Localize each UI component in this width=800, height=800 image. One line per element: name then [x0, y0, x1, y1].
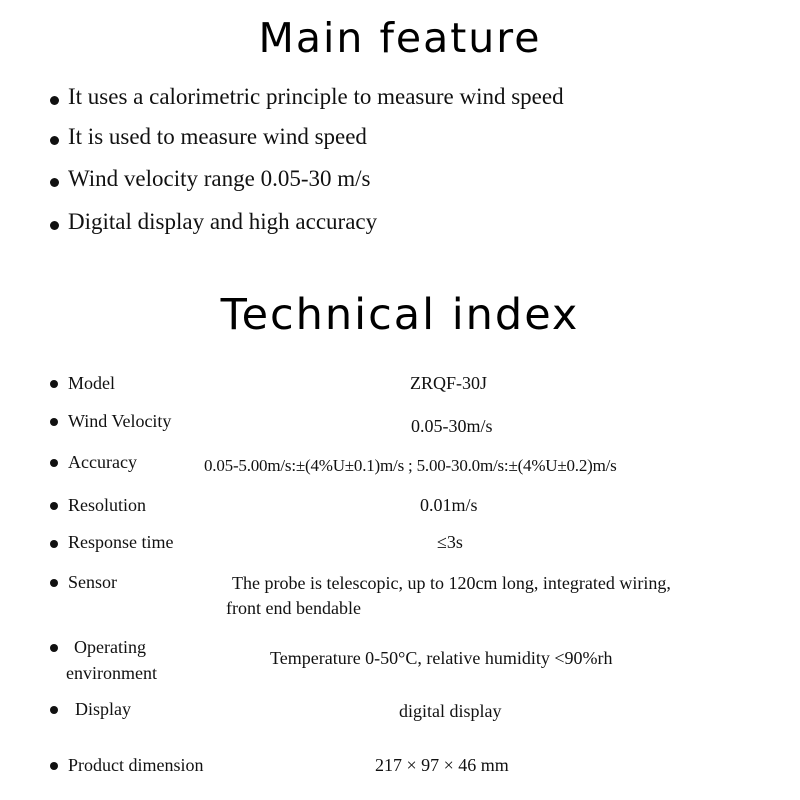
bullet-icon	[50, 136, 59, 145]
spec-value-sensor-line1: The probe is telescopic, up to 120cm long, integrated wiring,	[232, 573, 671, 593]
feature-item-text: It uses a calorimetric principle to measure wind speed	[68, 84, 564, 109]
bullet-icon	[50, 762, 58, 770]
bullet-icon	[50, 706, 58, 714]
spec-label-wind-velocity: Wind Velocity	[68, 411, 172, 431]
feature-item-text: Wind velocity range 0.05-30 m/s	[68, 166, 371, 191]
spec-label-product-dimension: Product dimension	[68, 755, 204, 775]
bullet-icon	[50, 178, 59, 187]
main-feature-title: Main feature	[258, 14, 542, 62]
spec-label-model: Model	[68, 373, 115, 393]
spec-label-sensor: Sensor	[68, 572, 117, 592]
spec-label-operating-line2: environment	[66, 663, 157, 683]
spec-value-resolution: 0.01m/s	[420, 495, 478, 515]
spec-label-response-time: Response time	[68, 532, 174, 552]
spec-value-operating-environment: Temperature 0-50°C, relative humidity <90%rh	[270, 648, 613, 668]
bullet-icon	[50, 380, 58, 388]
bullet-icon	[50, 221, 59, 230]
spec-value-response-time: ≤3s	[437, 532, 463, 552]
spec-value-accuracy: 0.05-5.00m/s:±(4%U±0.1)m/s ; 5.00-30.0m/s:±(4%U±0.2)m/s	[204, 456, 617, 475]
bullet-icon	[50, 644, 58, 652]
spec-value-product-dimension: 217 × 97 × 46 mm	[375, 755, 509, 775]
bullet-icon	[50, 96, 59, 105]
spec-label-resolution: Resolution	[68, 495, 147, 515]
spec-label-accuracy: Accuracy	[68, 452, 137, 472]
spec-value-sensor-line2: front end bendable	[226, 598, 361, 618]
feature-item-text: Digital display and high accuracy	[68, 209, 378, 234]
feature-item-text: It is used to measure wind speed	[68, 124, 367, 149]
bullet-icon	[50, 418, 58, 426]
spec-value-wind-velocity: 0.05-30m/s	[411, 416, 493, 436]
bullet-icon	[50, 459, 58, 467]
technical-index-title: Technical index	[220, 290, 580, 340]
bullet-icon	[50, 502, 58, 510]
bullet-icon	[50, 540, 58, 548]
spec-label-operating-line1: Operating	[74, 637, 146, 657]
bullet-icon	[50, 579, 58, 587]
spec-label-display: Display	[75, 699, 131, 719]
spec-value-display: digital display	[399, 701, 502, 721]
spec-value-model: ZRQF-30J	[410, 373, 488, 393]
